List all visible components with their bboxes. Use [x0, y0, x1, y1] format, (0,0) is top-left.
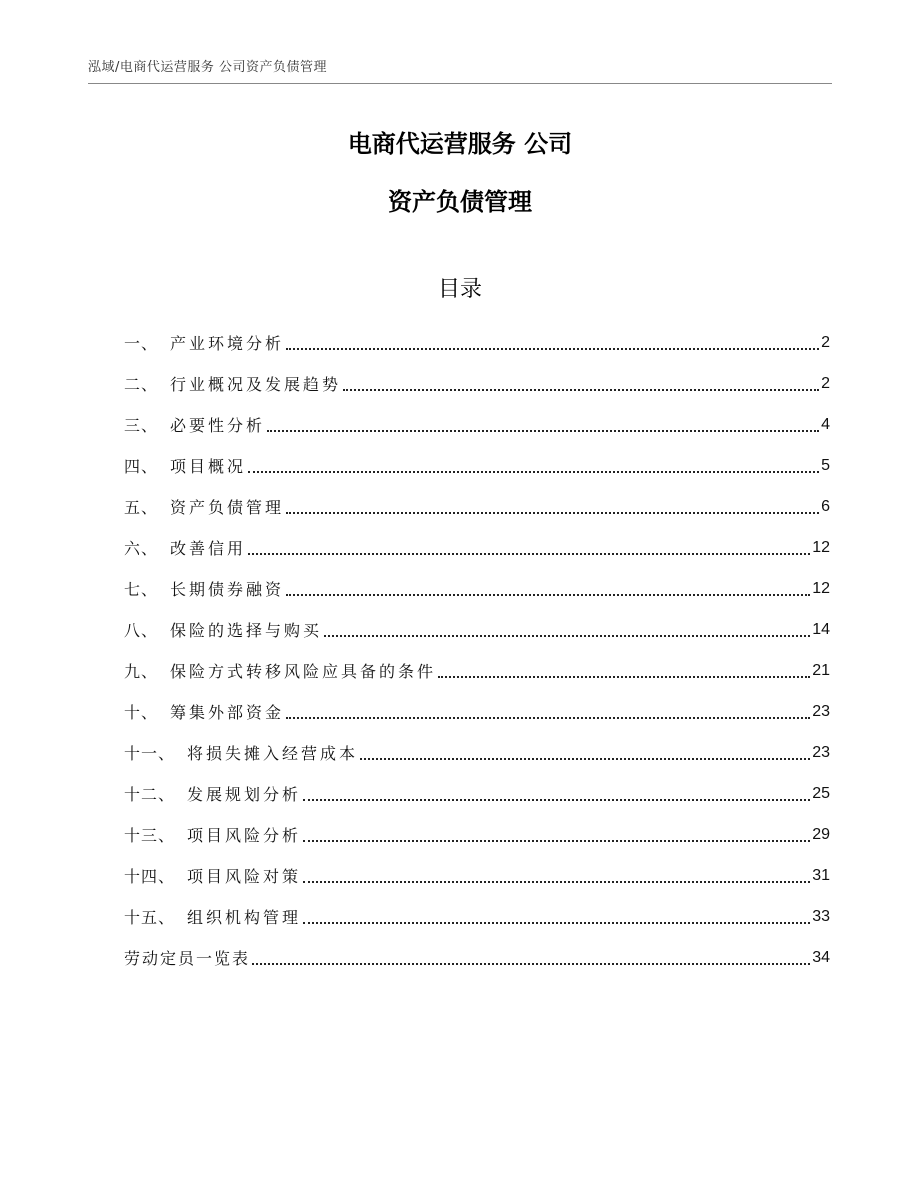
- toc-leader-dots: [286, 717, 810, 719]
- toc-leader-dots: [360, 758, 810, 760]
- toc-leader-dots: [343, 389, 819, 391]
- toc-entry-page: 33: [812, 907, 830, 925]
- toc-entry[interactable]: [124, 937, 830, 978]
- toc-entry[interactable]: [124, 527, 830, 568]
- toc-entry[interactable]: [124, 773, 830, 814]
- toc-leader-dots: [438, 676, 810, 678]
- toc-entry[interactable]: [124, 568, 830, 609]
- running-header: 泓域/电商代运营服务 公司资产负债管理: [88, 60, 328, 75]
- toc-leader-dots: [252, 963, 810, 965]
- toc-entry-number: 八、: [124, 621, 159, 640]
- toc-entry[interactable]: [124, 855, 830, 896]
- toc-entry-number: 七、: [124, 580, 159, 599]
- toc-leader-dots: [267, 430, 819, 432]
- toc-entry-page: 21: [812, 661, 830, 679]
- toc-leader-dots: [286, 348, 819, 350]
- toc-entry-page: 29: [812, 825, 830, 843]
- toc-entry-page: 12: [812, 538, 830, 556]
- toc-leader-dots: [303, 799, 810, 801]
- toc-entry-label: 项目风险对策: [187, 867, 302, 886]
- toc-entry-label: 将损失摊入经营成本: [187, 744, 359, 763]
- document-subtitle: 资产负债管理: [388, 188, 532, 216]
- toc-leader-dots: [248, 471, 819, 473]
- toc-entry-page: 23: [812, 702, 830, 720]
- toc-entry-page: 6: [821, 497, 830, 515]
- header-divider: [88, 83, 832, 84]
- toc-entry[interactable]: [124, 445, 830, 486]
- toc-entry-label: 劳动定员一览表: [124, 949, 251, 968]
- toc-entry-number: 九、: [124, 662, 159, 681]
- toc-leader-dots: [286, 594, 810, 596]
- toc-leader-dots: [324, 635, 810, 637]
- toc-entry-page: 2: [821, 374, 830, 392]
- toc-entry-page: 34: [812, 948, 830, 966]
- toc-entry-label: 保险的选择与购买: [170, 621, 323, 640]
- toc-entry[interactable]: [124, 363, 830, 404]
- toc-entry[interactable]: [124, 732, 830, 773]
- toc-entry-number: 三、: [124, 416, 159, 435]
- toc-entry-number: 二、: [124, 375, 159, 394]
- toc-entry[interactable]: [124, 896, 830, 937]
- toc-entry-page: 5: [821, 456, 830, 474]
- toc-entry-label: 必要性分析: [170, 416, 266, 435]
- toc-leader-dots: [248, 553, 810, 555]
- toc-entry-label: 项目风险分析: [187, 826, 302, 845]
- toc-entry-number: 一、: [124, 334, 159, 353]
- toc-entry-page: 4: [821, 415, 830, 433]
- toc-entry[interactable]: [124, 609, 830, 650]
- document-title: 电商代运营服务 公司: [347, 130, 573, 158]
- toc-entry-label: 保险方式转移风险应具备的条件: [170, 662, 437, 681]
- toc-entry[interactable]: [124, 486, 830, 527]
- toc-entry-label: 筹集外部资金: [170, 703, 285, 722]
- toc-entry-label: 改善信用: [170, 539, 247, 558]
- toc-entry-label: 资产负债管理: [170, 498, 285, 517]
- toc-entry-page: 25: [812, 784, 830, 802]
- toc-entry[interactable]: [124, 322, 830, 363]
- toc-entry-number: 六、: [124, 539, 159, 558]
- toc-entry-label: 行业概况及发展趋势: [170, 375, 342, 394]
- toc-entry-number: 十五、: [124, 908, 176, 927]
- toc-entry[interactable]: [124, 691, 830, 732]
- toc-entry-number: 十一、: [124, 744, 176, 763]
- toc-entry-label: 项目概况: [170, 457, 247, 476]
- toc-entry-page: 2: [821, 333, 830, 351]
- toc-entry-label: 组织机构管理: [187, 908, 302, 927]
- toc-entry-page: 12: [812, 579, 830, 597]
- toc-entry-label: 发展规划分析: [187, 785, 302, 804]
- toc-leader-dots: [286, 512, 819, 514]
- toc-entry[interactable]: [124, 404, 830, 445]
- toc-entry-page: 31: [812, 866, 830, 884]
- toc-entry-number: 五、: [124, 498, 159, 517]
- toc-entry-number: 十、: [124, 703, 159, 722]
- toc-leader-dots: [303, 840, 810, 842]
- toc-entry-number: 十四、: [124, 867, 176, 886]
- toc-entry-number: 四、: [124, 457, 159, 476]
- table-of-contents: [124, 322, 830, 978]
- toc-entry-label: 产业环境分析: [170, 334, 285, 353]
- toc-leader-dots: [303, 922, 810, 924]
- toc-heading: 目录: [437, 277, 482, 302]
- toc-entry-page: 23: [812, 743, 830, 761]
- toc-entry[interactable]: [124, 814, 830, 855]
- toc-entry-number: 十二、: [124, 785, 176, 804]
- toc-entry[interactable]: [124, 650, 830, 691]
- toc-entry-number: 十三、: [124, 826, 176, 845]
- toc-entry-page: 14: [812, 620, 830, 638]
- toc-leader-dots: [303, 881, 810, 883]
- toc-entry-label: 长期债券融资: [170, 580, 285, 599]
